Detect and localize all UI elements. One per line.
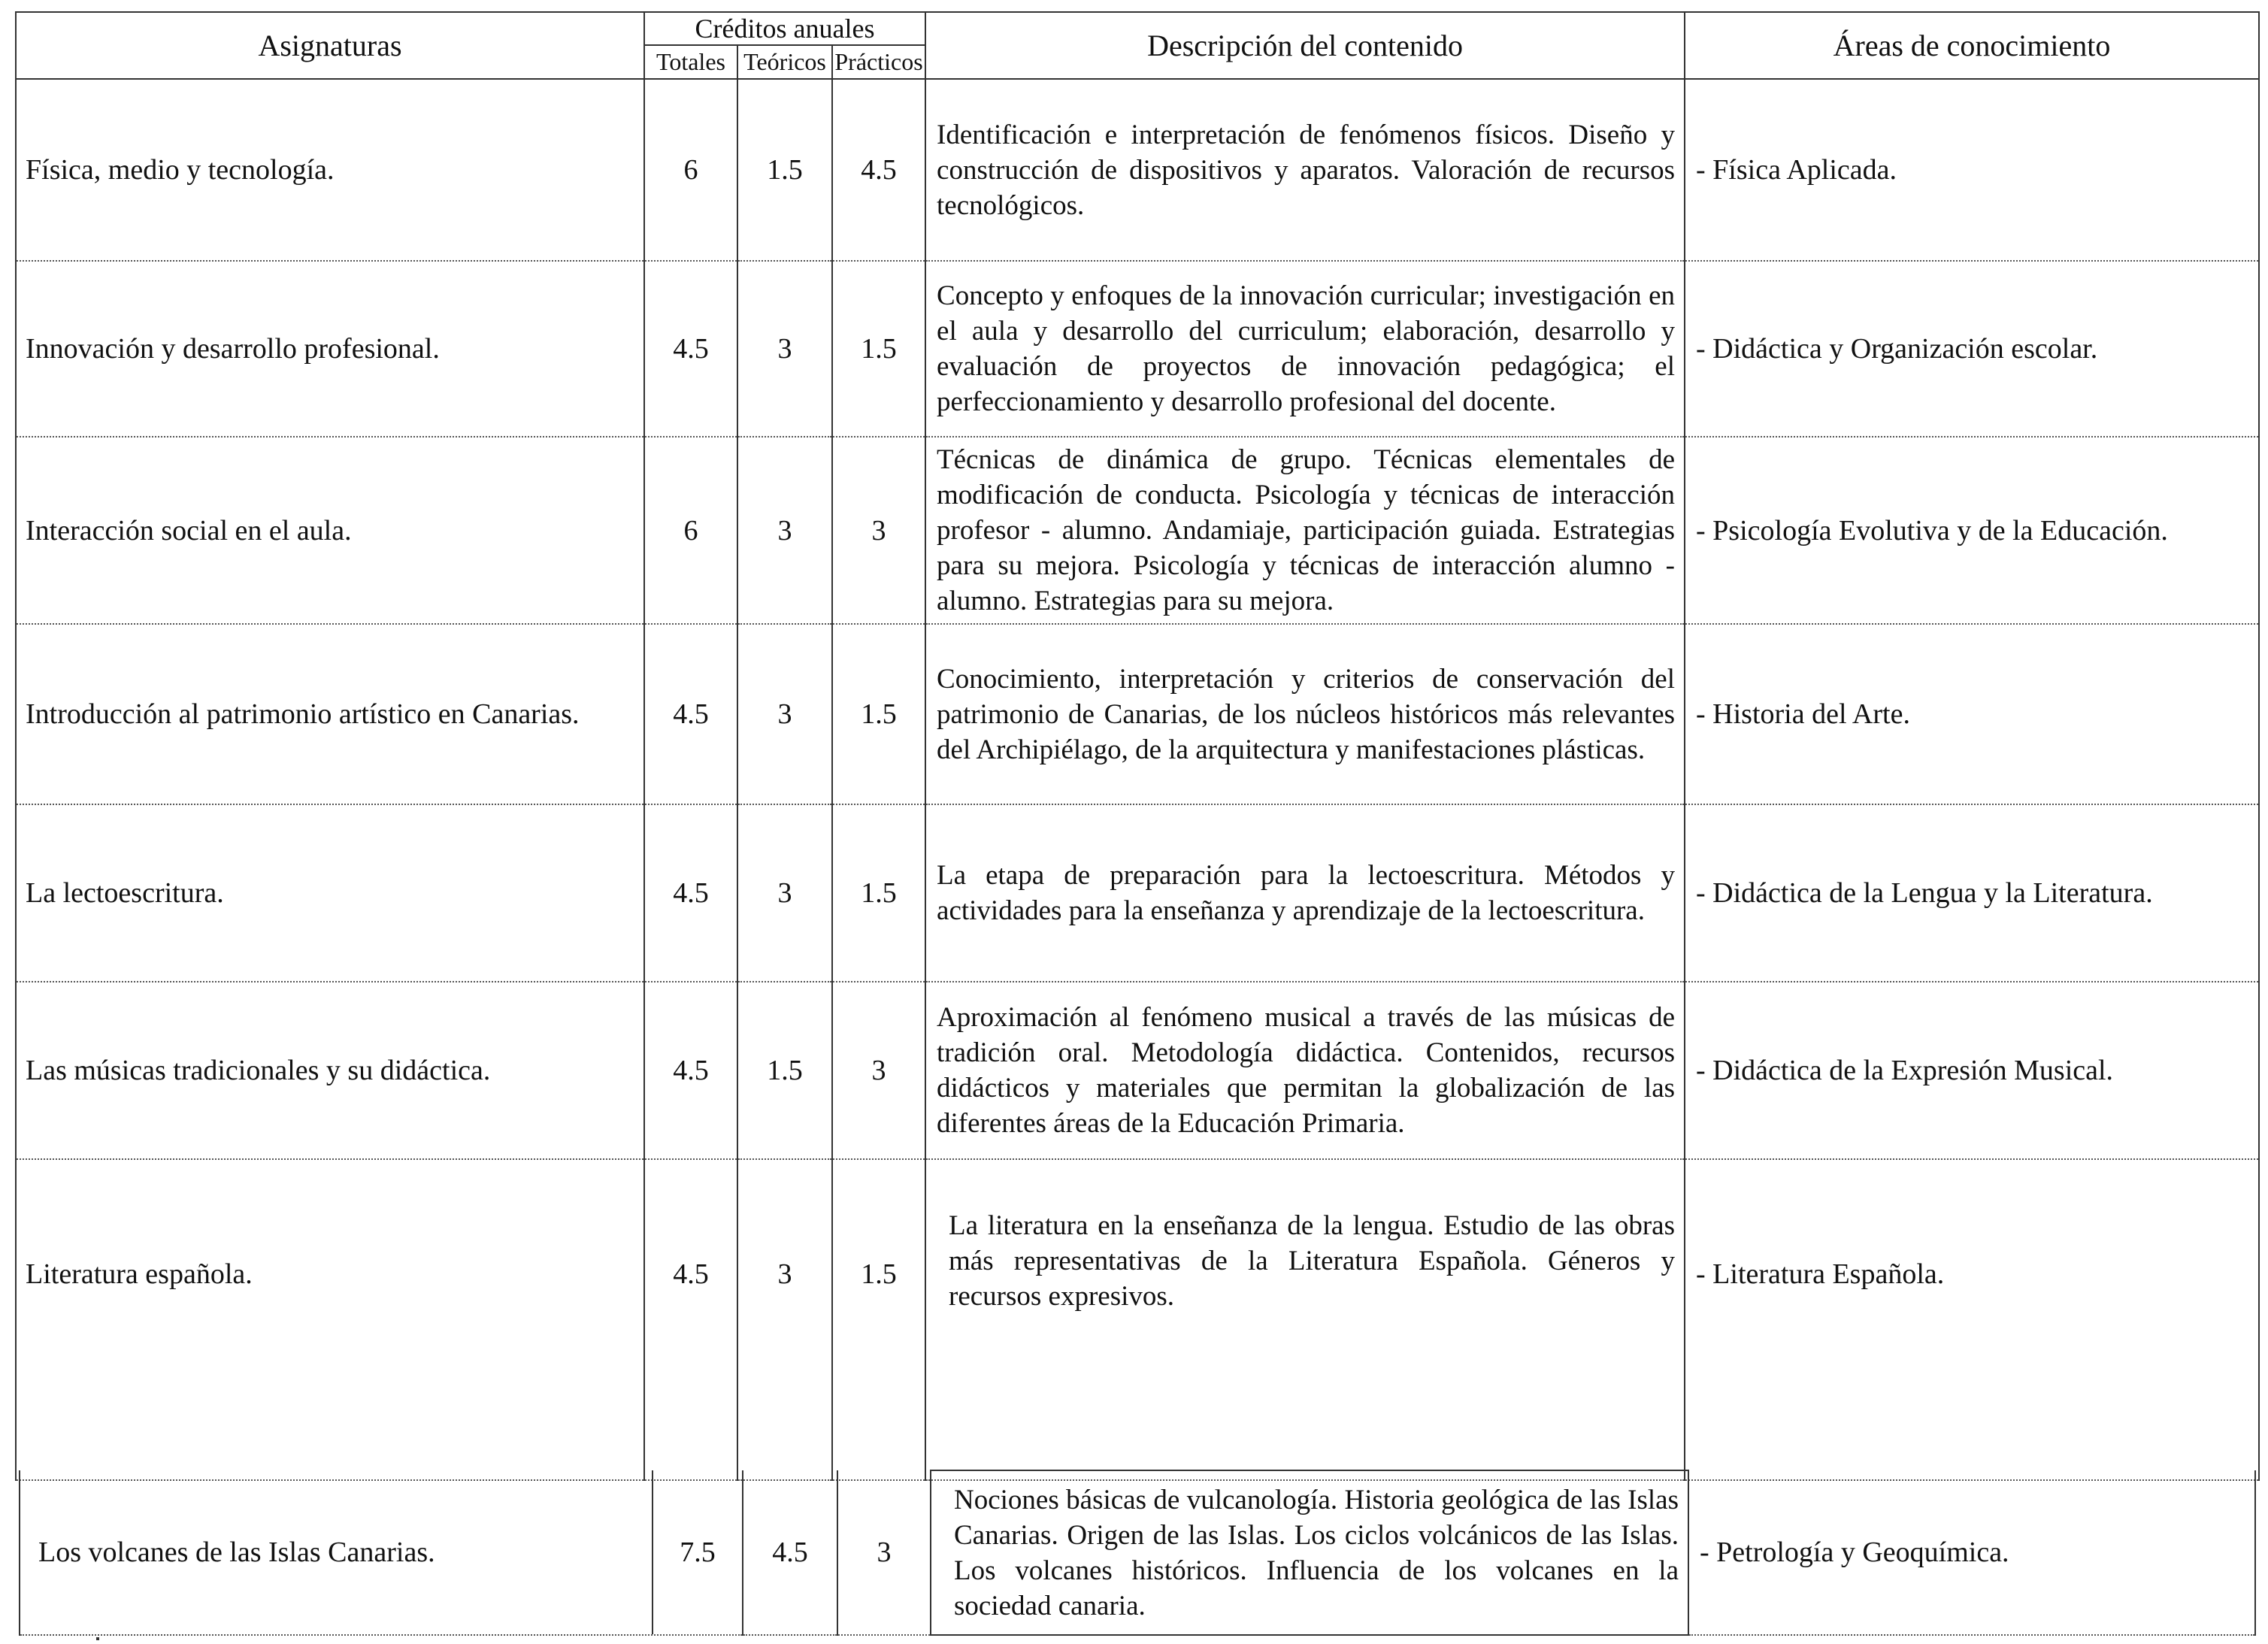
knowledge-area: - Didáctica y Organización escolar. <box>1685 261 2259 437</box>
subject-name: La lectoescritura. <box>16 804 644 982</box>
credits-teoricos: 3 <box>737 1159 832 1480</box>
credits-teoricos: 1.5 <box>737 79 832 261</box>
credits-teoricos: 1.5 <box>737 982 832 1159</box>
credits-practicos: 4.5 <box>832 79 925 261</box>
subject-name: Innovación y desarrollo profesional. <box>16 261 644 437</box>
header-areas: Áreas de conocimiento <box>1685 12 2259 79</box>
subject-name <box>20 1470 743 1635</box>
table-row <box>20 1470 2255 1635</box>
table-row <box>16 261 2259 437</box>
knowledge-area: - Didáctica de la Lengua y la Literatura. <box>1685 804 2259 982</box>
content-description: La etapa de preparación para la lectoescritura. Métodos y actividades para la enseñanza y aprendizaje de la lectoescritura. <box>925 804 1685 982</box>
credits-totales: 4.5 <box>644 261 737 437</box>
credits-practicos: 1.5 <box>832 1159 925 1480</box>
credits-practicos: 1.5 <box>832 624 925 804</box>
subject-name-text: Los volcanes de las Islas Canarias. <box>38 1537 435 1568</box>
credits-totales: 7.5 <box>652 1470 742 1634</box>
table-row <box>16 804 2259 982</box>
credits-teoricos: 3 <box>737 261 832 437</box>
header-creditos-anuales: Créditos anuales <box>644 12 925 45</box>
content-description: Técnicas de dinámica de grupo. Técnicas elementales de modificación de conducta. Psicología y técnicas de interacción profesor - alumno. Andamiaje, participación guiada. Estrategias para su mejora. Psicología y técnicas de interacción alumno - alumno. Estrategias para su mejora. <box>925 437 1685 624</box>
credits-practicos: 1.5 <box>832 261 925 437</box>
content-description: Conocimiento, interpretación y criterios de conservación del patrimonio de Canarias, de los núcleos históricos más relevantes del Archipiélago, de la arquitectura y manifestaciones plásticas. <box>925 624 1685 804</box>
header-descripcion: Descripción del contenido <box>925 12 1685 79</box>
table-row <box>16 437 2259 624</box>
credits-totales: 4.5 <box>644 804 737 982</box>
knowledge-area: - Historia del Arte. <box>1685 624 2259 804</box>
credits-teoricos: 3 <box>737 804 832 982</box>
credits-practicos: 3 <box>837 1470 931 1635</box>
knowledge-area: - Didáctica de la Expresión Musical. <box>1685 982 2259 1159</box>
scan-mark <box>96 1637 99 1640</box>
content-description: Concepto y enfoques de la innovación curricular; investigación en el aula y desarrollo del curriculum; elaboración, desarrollo y evaluación de proyectos de innovación pedagógica; el perfeccionamiento y desarrollo profesional del docente. <box>925 261 1685 437</box>
credits-teoricos: 3 <box>737 437 832 624</box>
credits-practicos: 3 <box>832 437 925 624</box>
content-description: Identificación e interpretación de fenómenos físicos. Diseño y construcción de dispositivos y aparatos. Valoración de recursos tecnológicos. <box>925 79 1685 261</box>
credits-teoricos: 4.5 <box>743 1470 837 1635</box>
content-description: Aproximación al fenómeno musical a través de las músicas de tradición oral. Metodología didáctica. Contenidos, recursos didácticos y materiales que permitan la globalización de las diferentes áreas de la Educación Primaria. <box>925 982 1685 1159</box>
credits-totales: 4.5 <box>644 982 737 1159</box>
credits-totales: 6 <box>644 437 737 624</box>
table-row <box>16 1159 2259 1480</box>
knowledge-area: - Petrología y Geoquímica. <box>1688 1470 2255 1635</box>
knowledge-area: - Literatura Española. <box>1685 1159 2259 1480</box>
credits-totales: 4.5 <box>644 1159 737 1480</box>
subjects-table <box>15 11 2260 1481</box>
credits-totales: 4.5 <box>644 624 737 804</box>
subjects-table-continuation <box>19 1470 2256 1636</box>
credits-totales: 6 <box>644 79 737 261</box>
header-teoricos: Teóricos <box>737 45 832 79</box>
knowledge-area: - Psicología Evolutiva y de la Educación. <box>1685 437 2259 624</box>
subject-name: Las músicas tradicionales y su didáctica. <box>16 982 644 1159</box>
subject-name: Interacción social en el aula. <box>16 437 644 624</box>
knowledge-area: - Física Aplicada. <box>1685 79 2259 261</box>
header-asignaturas: Asignaturas <box>16 12 644 79</box>
table-row <box>16 79 2259 261</box>
subject-name: Física, medio y tecnología. <box>16 79 644 261</box>
content-description: La literatura en la enseñanza de la lengua. Estudio de las obras más representativas de la Literatura Española. Géneros y recursos expresivos. <box>925 1159 1685 1480</box>
content-description: Nociones básicas de vulcanología. Historia geológica de las Islas Canarias. Origen de las Islas. Los ciclos volcánicos de las Islas. Los volcanes históricos. Influencia de los volcanes en la sociedad canaria. <box>931 1470 1688 1635</box>
subject-name: Introducción al patrimonio artístico en Canarias. <box>16 624 644 804</box>
credits-teoricos: 3 <box>737 624 832 804</box>
table-row <box>16 982 2259 1159</box>
header-practicos: Prácticos <box>832 45 925 79</box>
credits-practicos: 1.5 <box>832 804 925 982</box>
table-row <box>16 624 2259 804</box>
credits-practicos: 3 <box>832 982 925 1159</box>
header-totales: Totales <box>644 45 737 79</box>
subject-name: Literatura española. <box>16 1159 644 1480</box>
